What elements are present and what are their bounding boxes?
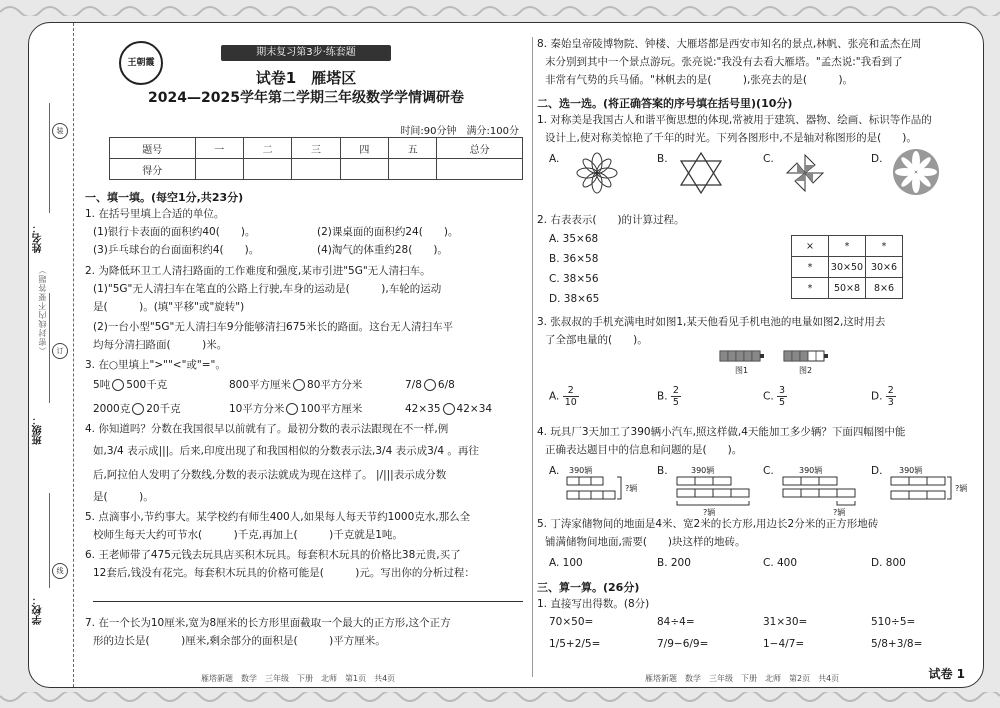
compare-circle[interactable] xyxy=(132,403,144,415)
exam-title: 试卷1 雁塔区 xyxy=(255,69,357,87)
table-cell: * xyxy=(829,236,866,257)
c4-d-label: 390辆 xyxy=(899,466,923,475)
q3-item: 6/8 xyxy=(437,379,455,391)
c5-line2: 铺满储物间地面,需要( )块这样的地砖。 xyxy=(545,536,746,548)
binding-margin xyxy=(29,23,74,687)
seal-note: （密封线内不要答题） xyxy=(38,265,47,355)
q3-item: 10平方分米 xyxy=(229,403,285,415)
top-wave-border xyxy=(0,0,1000,16)
c4-c-label: 390辆 xyxy=(799,466,823,475)
c2-option-d[interactable]: D. 38×65 xyxy=(549,293,600,305)
fraction-denominator: 5 xyxy=(672,397,679,408)
q7-line2: 形的边长是( )厘米,剩余部分的面积是( )平方厘米。 xyxy=(93,635,386,647)
seal-circle-2: 订 xyxy=(52,343,68,359)
section2-title: 二、选一选。(将正确答案的序号填在括号里)(10分) xyxy=(537,97,793,110)
q1-c: (3)乒乓球台的台面面积约4( )。 xyxy=(93,244,260,256)
q3-row1-b xyxy=(229,378,362,393)
q1-a: (1)银行卡表面的面积约40( )。 xyxy=(93,226,256,238)
c3-option-d[interactable] xyxy=(871,385,896,408)
fraction-denominator: 10 xyxy=(564,397,577,408)
score-cell[interactable] xyxy=(340,159,388,180)
table-cell: * xyxy=(866,236,903,257)
calc-item[interactable]: 31×30= xyxy=(763,616,808,628)
flower-pattern-figure xyxy=(567,151,627,195)
score-cell[interactable] xyxy=(292,159,340,180)
c3-option-c[interactable] xyxy=(763,385,787,408)
compare-circle[interactable] xyxy=(286,403,298,415)
c4-line2: 正确表达题目中的信息和问题的是( )。 xyxy=(545,444,743,456)
left-column xyxy=(81,23,531,687)
c2-option-b[interactable]: B. 36×58 xyxy=(549,253,599,265)
c4-d-diagram xyxy=(889,475,959,509)
score-header-cell: 二 xyxy=(243,138,291,159)
calc-item[interactable]: 1−4/7= xyxy=(763,638,805,650)
battery-partial-icon xyxy=(783,349,831,363)
q8-line3: 非常有气势的兵马俑。"林帆去的是( ),张亮去的是( )。 xyxy=(545,74,854,86)
q1-text: 1. 在括号里填上合适的单位。 xyxy=(85,208,225,220)
q3-row1-a xyxy=(93,378,167,393)
c4-option-d[interactable]: D. xyxy=(871,465,883,477)
score-header-cell: 三 xyxy=(292,138,340,159)
score-header-cell: 一 xyxy=(195,138,243,159)
score-cell[interactable] xyxy=(243,159,291,180)
q3-item: 800平方厘米 xyxy=(229,379,292,391)
q7-line1: 7. 在一个长为10厘米,宽为8厘米的长方形里面截取一个最大的正方形,这个正方 xyxy=(85,617,451,629)
score-header-cell: 四 xyxy=(340,138,388,159)
q2-b2: 均每分清扫路面( )米。 xyxy=(93,339,228,351)
fig1-label: 图1 xyxy=(735,366,749,375)
q2-b: (2)一台小型"5G"无人清扫车9分能够清扫675米长的路面。这台无人清扫车平 xyxy=(93,321,454,333)
q3-item: 80平方分米 xyxy=(307,379,363,391)
fraction-denominator: 3 xyxy=(887,397,894,408)
q3-item: 5吨 xyxy=(93,379,111,391)
c5-option-c[interactable]: C. 400 xyxy=(763,557,798,569)
q4-line1: 4. 你知道吗？分数在我国很早以前就有了。最初分数的表示法跟现在不一样,例 xyxy=(85,423,449,435)
c4-option-a[interactable]: A. xyxy=(549,465,560,477)
calc-item[interactable]: 1/5+2/5= xyxy=(549,638,601,650)
c3-option-a[interactable] xyxy=(549,385,579,408)
class-line xyxy=(49,293,50,403)
c4-option-b[interactable]: B. xyxy=(657,465,668,477)
q6-answer-line[interactable] xyxy=(93,601,523,602)
table-cell: 8×6 xyxy=(866,278,903,299)
q3-row2-a xyxy=(93,402,181,417)
q3-item: 42×34 xyxy=(456,403,493,415)
q3-item: 2000克 xyxy=(93,403,131,415)
class-label: 班级： xyxy=(33,415,44,445)
fraction-numerator: 3 xyxy=(779,385,786,396)
q1-d: (4)淘气的体重约28( )。 xyxy=(317,244,448,256)
c1-option-a[interactable]: A. xyxy=(549,153,560,165)
q2-a2: 是( )。(填"平移"或"旋转") xyxy=(93,301,245,313)
q3-row1-c xyxy=(405,378,455,393)
table-cell: * xyxy=(792,257,829,278)
c1-option-d[interactable]: D. xyxy=(871,153,883,165)
star-of-david-figure xyxy=(677,151,725,195)
calc-item[interactable]: 5/8+3/8= xyxy=(871,638,923,650)
c3-line2: 了全部电量的( )。 xyxy=(545,334,648,346)
q2-a: (1)"5G"无人清扫车在笔直的公路上行驶,车身的运动是( ),车轮的运动 xyxy=(93,283,442,295)
name-line xyxy=(49,103,50,213)
c4-option-c[interactable]: C. xyxy=(763,465,774,477)
bottom-wave-border xyxy=(0,692,1000,708)
c5-option-b[interactable]: B. 200 xyxy=(657,557,691,569)
score-header-row xyxy=(110,138,523,159)
c4-line1: 4. 玩具厂3天加工了390辆小汽车,照这样做,4天能加工多少辆？下面四幅图中能 xyxy=(537,426,906,438)
option-letter: C. xyxy=(763,390,774,403)
c3-line1: 3. 张叔叔的手机充满电时如图1,某天他看见手机电池的电量如图2,这时用去 xyxy=(537,316,886,328)
score-table xyxy=(109,137,523,180)
right-column xyxy=(537,23,975,687)
calc-item[interactable]: 70×50= xyxy=(549,616,594,628)
option-letter: D. xyxy=(871,390,883,403)
s3-q1-text: 1. 直接写出得数。(8分) xyxy=(537,598,650,610)
c5-line1: 5. 丁涛家储物间的地面是4米、宽2米的长方形,用边长2分米的正方形地砖 xyxy=(537,518,879,530)
c4-a-q: ?辆 xyxy=(625,484,638,493)
c2-option-c[interactable]: C. 38×56 xyxy=(549,273,599,285)
table-cell: 30×50 xyxy=(829,257,866,278)
time-info: 时间:90分钟 满分:100分 xyxy=(400,126,519,137)
score-row xyxy=(110,159,523,180)
exam-badge: 试卷 1 xyxy=(928,667,965,681)
c4-c-q: ?辆 xyxy=(833,508,846,517)
q3-item: 7/8 xyxy=(405,379,422,391)
q4-line4: 是( )。 xyxy=(93,491,154,503)
multiplication-table xyxy=(791,235,903,299)
score-header-cell: 五 xyxy=(389,138,437,159)
q5-line1: 5. 点滴事小,节约事大。某学校约有师生400人,如果每人每天节约1000克水,那么全 xyxy=(85,511,471,523)
table-cell: 50×8 xyxy=(829,278,866,299)
q3-item: 20千克 xyxy=(146,403,181,415)
c4-b-q: ?辆 xyxy=(703,508,716,517)
name-label: 姓名： xyxy=(33,223,44,253)
publisher-logo: 王朝霞 xyxy=(119,41,163,85)
c1-line1: 1. 对称美是我国古人和谐平衡思想的体现,常被用于建筑、器物、绘画、标识等作品的 xyxy=(537,114,932,126)
q3-row2-c xyxy=(405,402,492,417)
footer-left: 雁塔新题 数学 三年级 下册 北师 第1页 共4页 xyxy=(201,674,396,683)
c4-d-q: ?辆 xyxy=(955,484,968,493)
table-row xyxy=(792,257,903,278)
fraction-numerator: 2 xyxy=(672,385,679,396)
school-label: 学校： xyxy=(33,595,44,625)
pinwheel-figure xyxy=(783,151,827,195)
table-row xyxy=(792,278,903,299)
score-cell[interactable] xyxy=(389,159,437,180)
review-banner: 期末复习第3步·练套题 xyxy=(221,45,391,61)
compare-circle[interactable] xyxy=(293,379,305,391)
q3-item: 100平方厘米 xyxy=(300,403,363,415)
table-cell: × xyxy=(792,236,829,257)
c4-a-label: 390辆 xyxy=(569,466,593,475)
battery-full-icon xyxy=(719,349,767,363)
fig2-label: 图2 xyxy=(799,366,813,375)
school-line xyxy=(49,493,50,588)
q6-line2: 12套后,钱没有花完。每套积木玩具的价格可能是( )元。写出你的分析过程： xyxy=(93,567,475,579)
q4-line2: 如,3/4 表示成|||。后来,印度出现了和我国相似的分数表示法,3/4 表示成3/4 。再往 xyxy=(93,445,479,457)
section3-title: 三、算一算。(26分) xyxy=(537,581,640,594)
c3-option-b[interactable] xyxy=(657,385,681,408)
compare-circle[interactable] xyxy=(424,379,436,391)
q3-text: 3. 在○里填上">""<"或"="。 xyxy=(85,359,226,371)
q3-item: 42×35 xyxy=(405,403,441,415)
paper-sheet xyxy=(28,22,984,688)
q5-line2: 校师生每天大约可节水( )千克,再加上( )千克就是1吨。 xyxy=(93,529,403,541)
c1-line2: 设计上,使对称美惊艳了千年的时光。下列各图形中,不是轴对称图形的是( )。 xyxy=(545,132,917,144)
c5-option-d[interactable]: D. 800 xyxy=(871,557,906,569)
circular-flower-figure xyxy=(891,147,941,197)
footer-right: 雁塔新题 数学 三年级 下册 北师 第2页 共4页 xyxy=(645,674,840,683)
c4-a-diagram xyxy=(565,475,625,509)
q8-line1: 8. 秦始皇帝陵博物院、钟楼、大雁塔都是西安市知名的景点,林帆、张亮和孟杰在周 xyxy=(537,38,922,50)
q3-row2-b xyxy=(229,402,362,417)
c4-b-label: 390辆 xyxy=(691,466,715,475)
compare-circle[interactable] xyxy=(112,379,124,391)
c2-text: 2. 右表表示( )的计算过程。 xyxy=(537,214,685,226)
exam-subtitle: 2024—2025学年第二学期三年级数学学情调研卷 xyxy=(148,90,464,106)
section1-title: 一、填一填。(每空1分,共23分) xyxy=(85,191,244,204)
q8-line2: 末分别到其中一个景点游玩。张亮说:"我没有去看大雁塔。"孟杰说:"我看到了 xyxy=(545,56,903,68)
calc-item[interactable]: 7/9−6/9= xyxy=(657,638,709,650)
q4-line3: 后,阿拉伯人发明了分数线,分数的表示法就成为现在这样了。 |/|||表示成分数 xyxy=(93,469,447,481)
score-row-label: 得分 xyxy=(110,159,196,180)
c4-b-diagram xyxy=(675,475,751,509)
calc-item[interactable]: 84÷4= xyxy=(657,616,695,628)
option-letter: A. xyxy=(549,390,560,403)
option-letter: B. xyxy=(657,390,668,403)
q6-line1: 6. 王老师带了475元钱去玩具店买积木玩具。每套积木玩具的价格比38元贵,买了 xyxy=(85,549,461,561)
score-cell[interactable] xyxy=(195,159,243,180)
table-cell: 30×6 xyxy=(866,257,903,278)
table-cell: * xyxy=(792,278,829,299)
c4-c-diagram xyxy=(781,475,857,509)
q1-b: (2)课桌面的面积约24( )。 xyxy=(317,226,459,238)
c1-option-c[interactable]: C. xyxy=(763,153,774,165)
calc-item[interactable]: 510÷5= xyxy=(871,616,916,628)
c5-option-a[interactable]: A. 100 xyxy=(549,557,583,569)
score-header-cell: 总分 xyxy=(437,138,523,159)
table-row xyxy=(792,236,903,257)
c1-option-b[interactable]: B. xyxy=(657,153,668,165)
compare-circle[interactable] xyxy=(443,403,455,415)
score-cell[interactable] xyxy=(437,159,523,180)
fraction-numerator: 2 xyxy=(887,385,894,396)
score-header-cell: 题号 xyxy=(110,138,196,159)
fraction-denominator: 5 xyxy=(779,397,786,408)
column-divider xyxy=(532,37,533,677)
seal-circle-3: 线 xyxy=(52,563,68,579)
fraction-numerator: 2 xyxy=(567,385,574,396)
q3-item: 500千克 xyxy=(126,379,168,391)
seal-circle-1: 装 xyxy=(52,123,68,139)
c2-option-a[interactable]: A. 35×68 xyxy=(549,233,599,245)
q2-text: 2. 为降低环卫工人清扫路面的工作难度和强度,某市引进"5G"无人清扫车。 xyxy=(85,265,431,277)
